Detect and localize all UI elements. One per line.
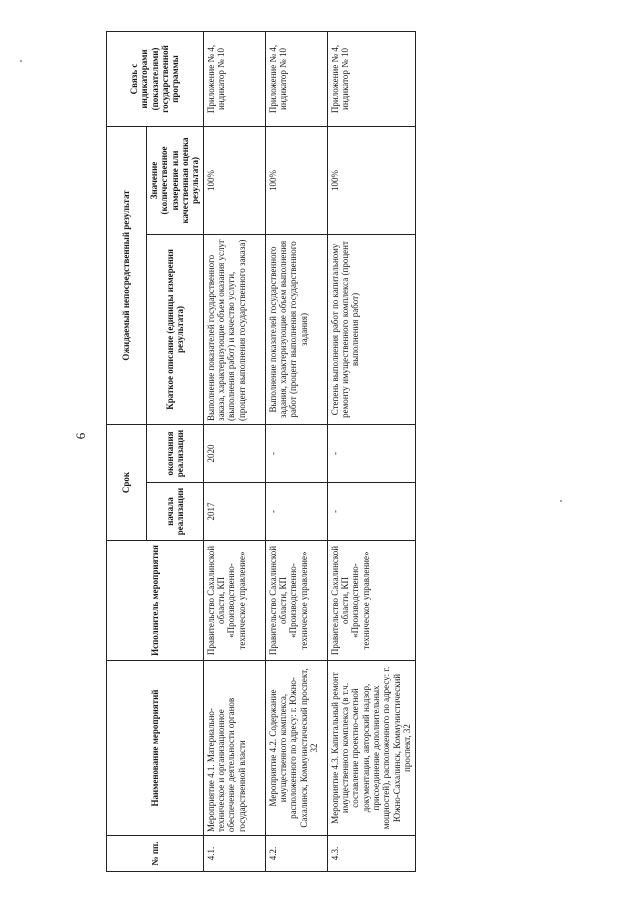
row-executor: Правительство Сахалинской области, КП «Производственно-техническое управление» — [265, 541, 327, 661]
row-value: 100% — [265, 126, 327, 234]
header-link: Связь с индикаторами (показателями) государственной программы — [107, 31, 204, 126]
row-start: - — [265, 483, 327, 541]
header-result-value: Значение (количественное измерение или качественная оценка результата) — [147, 126, 204, 234]
header-period-start: начала реализации — [147, 483, 204, 541]
row-name: Мероприятие 4.1. Материально-техническое и организационное обеспечение деятельности органов государственной власти — [203, 661, 265, 836]
row-num: 4.1. — [203, 836, 265, 872]
row-end: - — [265, 424, 327, 482]
header-period-end: окончания реализации — [147, 424, 204, 482]
row-value: 100% — [327, 126, 415, 234]
scan-speck — [560, 500, 562, 502]
row-link: Приложение № 4, индикатор № 10 — [203, 31, 265, 126]
row-num: 4.3. — [327, 836, 415, 872]
header-result-desc: Краткое описание (единицы измерения результата) — [147, 234, 204, 424]
rotated-table-container — [106, 32, 413, 872]
header-executor: Исполнитель мероприятия — [107, 541, 204, 661]
row-desc: Степень выполнения работ по капитальному ремонту имущественного комплекса (процент выполнения работ) — [327, 234, 415, 424]
row-num: 4.2. — [265, 836, 327, 872]
row-value: 100% — [203, 126, 265, 234]
row-name: Мероприятие 4.3. Капитальный ремонт имущественного комплекса (в т.ч. составление проектно-сметной документации, авторский надзор, присоединение дополнительных мощностей), расположенного по адресу: г. Южно-Сахалинск, Коммунистический проспект, 32 — [327, 661, 415, 836]
row-link: Приложение № 4, индикатор № 10 — [327, 31, 415, 126]
table-row — [327, 31, 415, 871]
header-period: Срок — [107, 424, 147, 540]
row-executor: Правительство Сахалинской области, КП «Производственно-техническое управление» — [203, 541, 265, 661]
row-desc: Выполнение показателей государственного заказа, характеризующие объем оказания услуг (выполнения работ) и качество услуги, (процент выполнения государственного заказа) — [203, 234, 265, 424]
row-desc: Выполнение показателей государственного задания, характеризующие объем выполнения работ (процент выполнения государственного задания) — [265, 234, 327, 424]
row-name: Мероприятие 4.2. Содержание имущественного комплекса, расположенного по адресу: г. Южно-Сахалинск, Коммунистический проспект, 32 — [265, 661, 327, 836]
row-executor: Правительство Сахалинской области, КП «Производственно-техническое управление» — [327, 541, 415, 661]
table-row — [265, 31, 327, 871]
table-row — [203, 31, 265, 871]
row-link: Приложение № 4, индикатор № 10 — [265, 31, 327, 126]
row-end: - — [327, 424, 415, 482]
scan-speck — [20, 60, 22, 62]
row-start: 2017 — [203, 483, 265, 541]
header-num: № пп. — [107, 836, 204, 872]
row-end: 2020 — [203, 424, 265, 482]
row-start: - — [327, 483, 415, 541]
measures-table — [106, 31, 416, 872]
header-result: Ожидаемый непосредственный результат — [107, 126, 147, 424]
page-number: 6 — [73, 432, 88, 440]
header-name: Наименование мероприятий — [107, 661, 204, 836]
